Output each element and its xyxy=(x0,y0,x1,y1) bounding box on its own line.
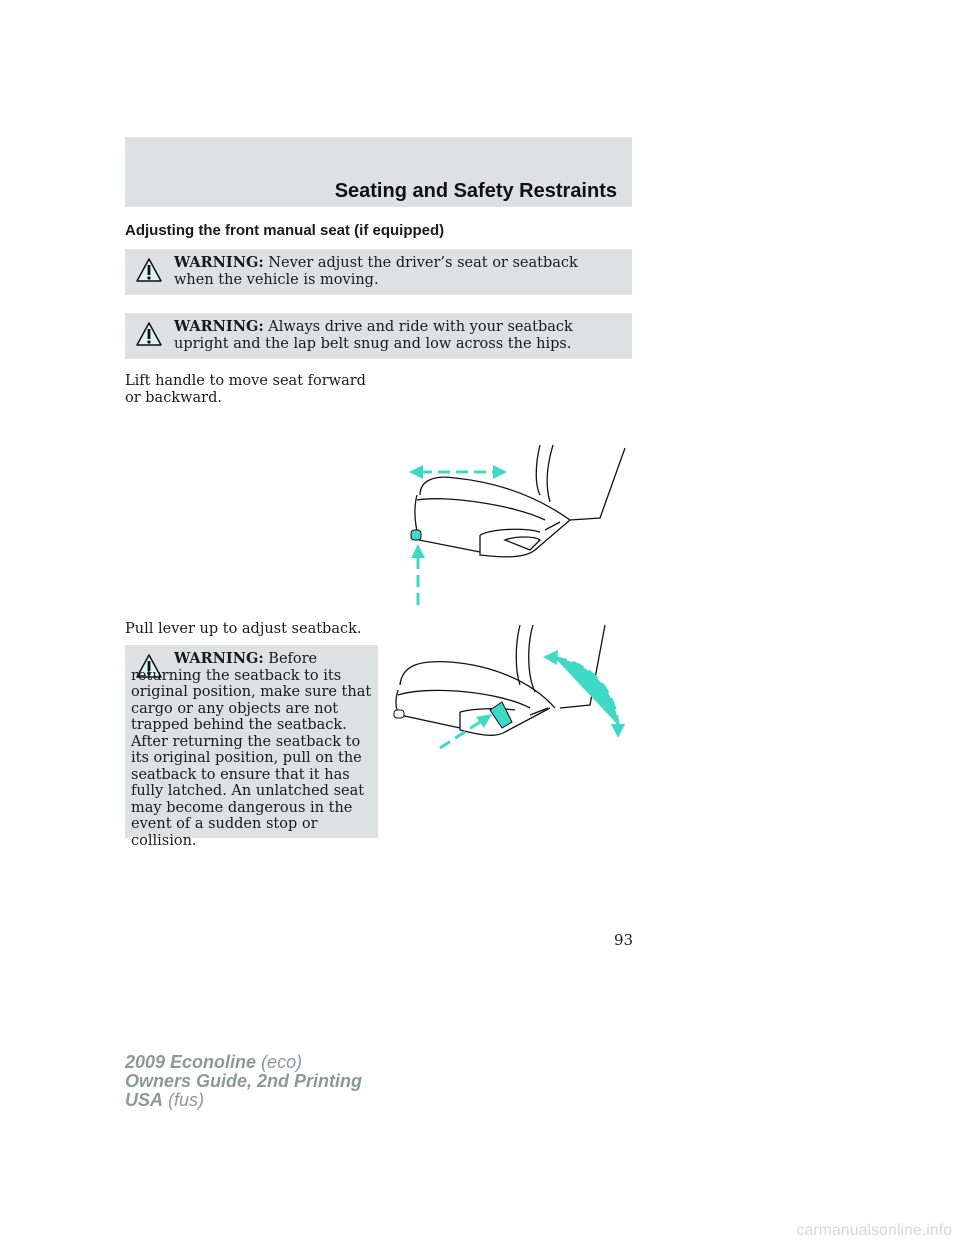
section-title: Seating and Safety Restraints xyxy=(334,180,617,202)
warning-box xyxy=(125,249,632,295)
footer-region-code: (fus) xyxy=(163,1090,205,1110)
seatback-recline-illustration xyxy=(390,620,635,755)
seat-forward-backward-illustration xyxy=(395,440,635,610)
warning-text: Before returning the seatback to its original position, make sure that cargo or any objects are not trapped behind the seatback. After returning the seatback to its original position, pull on the seatback to ensure that it has fully latched. An unlatched seat may become dangerous in the event of a sudden stop or collision. xyxy=(131,651,372,849)
warning-text: Never adjust the driver’s seat or seatback when the vehicle is moving. xyxy=(174,255,578,288)
warning-label: WARNING: xyxy=(174,318,264,335)
warning-label: WARNING: xyxy=(174,650,264,667)
page-number: 93 xyxy=(614,931,634,949)
warning-text: Always drive and ride with your seatback upright and the lap belt snug and low across the hips. xyxy=(174,319,573,352)
footer-guide: Owners Guide, 2nd Printing xyxy=(125,1071,363,1091)
footer-region: USA xyxy=(125,1090,164,1110)
footer-model-code: (eco) xyxy=(256,1052,303,1072)
subsection-heading: Adjusting the front manual seat (if equipped) xyxy=(125,222,445,239)
instruction-text: Lift handle to move seat forward or backward. xyxy=(125,373,366,406)
warning-box xyxy=(125,645,378,849)
warning-triangle-icon xyxy=(135,257,163,283)
document-footer xyxy=(125,1053,362,1110)
warning-box xyxy=(125,313,632,359)
instruction-text: Pull lever up to adjust seatback. xyxy=(125,621,362,637)
footer-model: 2009 Econoline xyxy=(125,1052,257,1072)
watermark: carmanualsonline.info xyxy=(796,1222,952,1239)
warning-label: WARNING: xyxy=(174,254,264,271)
section-header xyxy=(125,137,632,207)
warning-triangle-icon xyxy=(135,321,163,347)
